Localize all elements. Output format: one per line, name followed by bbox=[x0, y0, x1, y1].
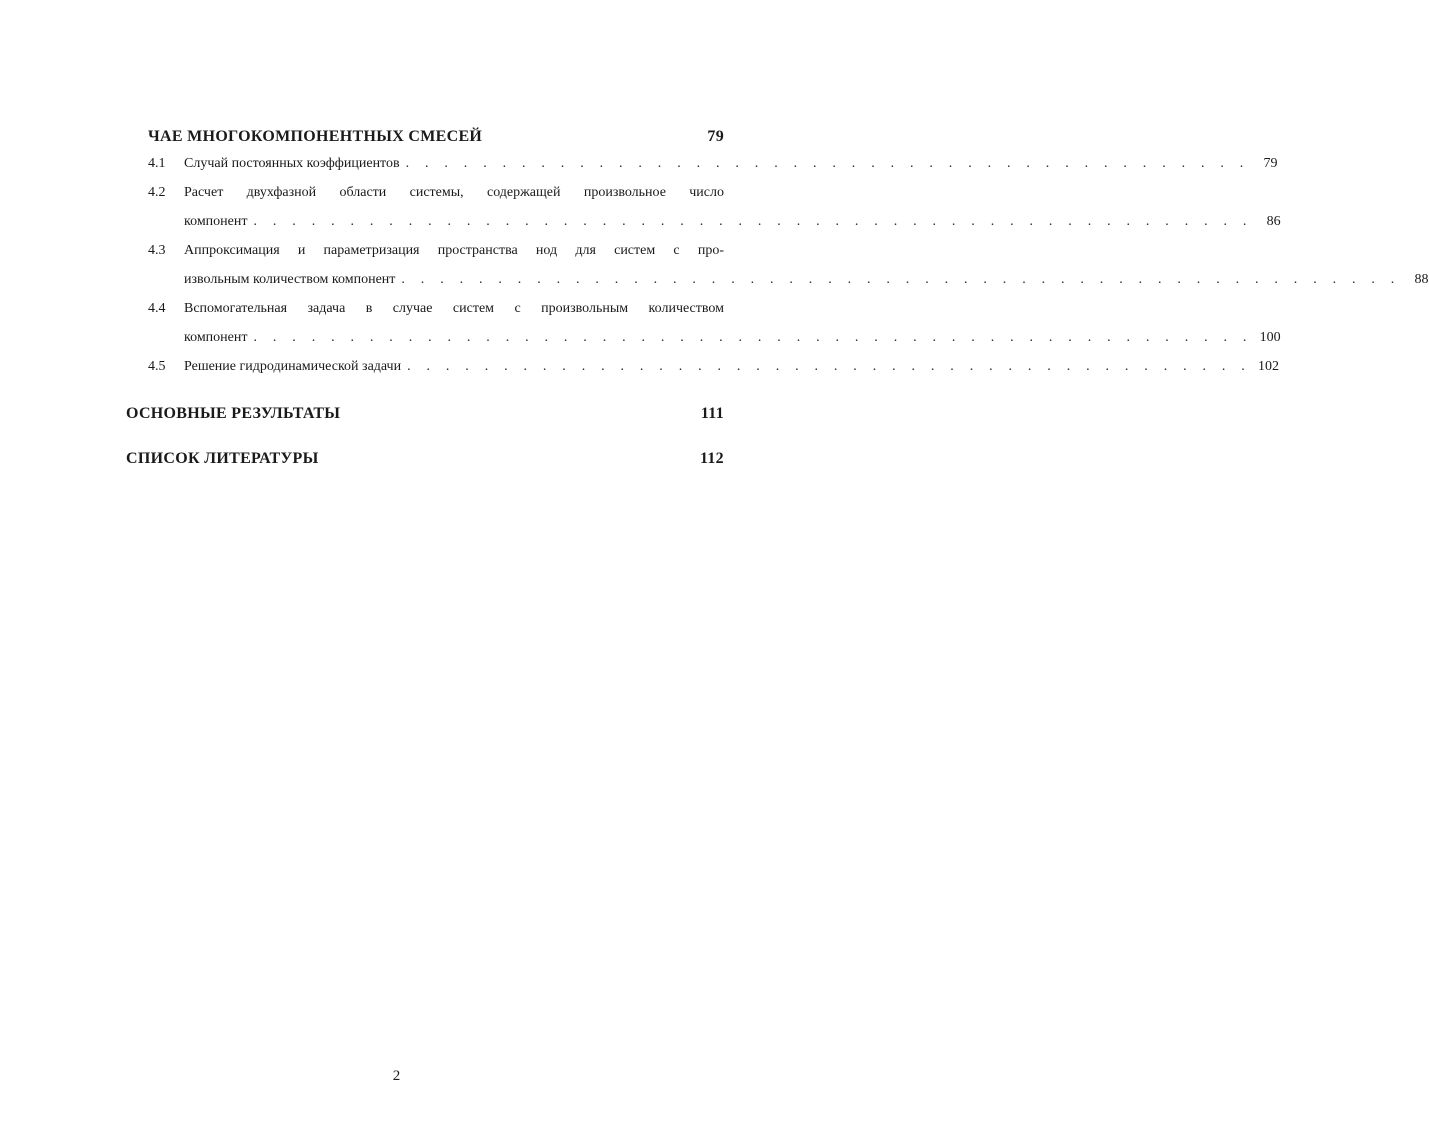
toc-chapter-continuation bbox=[148, 128, 724, 146]
page-number: 2 bbox=[392, 1068, 401, 1084]
toc-section-4-2 bbox=[148, 185, 1281, 243]
section-title-line-1: Расчет двухфазной области системы, содержащей произвольное число bbox=[184, 185, 724, 200]
section-number: 4.2 bbox=[148, 185, 166, 200]
section-page: 102 bbox=[1258, 359, 1279, 374]
section-number: 4.1 bbox=[148, 156, 166, 171]
toc-section-4-4 bbox=[148, 301, 1281, 359]
section-title-line-1: Аппроксимация и параметризация пространства нод для систем с про- bbox=[184, 243, 724, 258]
section-number: 4.4 bbox=[148, 301, 166, 316]
toc-section-4-5 bbox=[148, 359, 1279, 388]
section-title-line-2: извольным количеством компонент bbox=[184, 272, 396, 287]
section-title: Решение гидродинамической задачи bbox=[184, 359, 402, 374]
section-number: 4.5 bbox=[148, 359, 166, 374]
leader-dots: . . . . . . . . . . . . . . . . . . . . . . . . . . . . . . . . . . . . . . . . . . . . bbox=[405, 156, 1250, 171]
toc-entry-main-results bbox=[126, 405, 724, 423]
entry-page: 111 bbox=[700, 405, 724, 422]
chapter-page: 79 bbox=[707, 128, 724, 145]
chapter-title-continuation: ЧАЕ МНОГОКОМПОНЕНТНЫХ СМЕСЕЙ bbox=[148, 128, 483, 145]
leader-dots: . . . . . . . . . . . . . . . . . . . . . . . . . . . . . . . . . . . . . . . . . . . . . . . . . . . . bbox=[253, 214, 1253, 229]
leader-dots: . . . . . . . . . . . . . . . . . . . . . . . . . . . . . . . . . . . . . . . . . . . . bbox=[407, 359, 1251, 374]
toc-section-4-1 bbox=[148, 156, 1278, 185]
section-title-line-1: Вспомогательная задача в случае систем с произвольным количеством bbox=[184, 301, 724, 316]
section-page: 88 bbox=[1414, 272, 1429, 287]
entry-title: СПИСОК ЛИТЕРАТУРЫ bbox=[126, 450, 319, 467]
section-title-line-2: компонент bbox=[184, 330, 248, 345]
section-page: 79 bbox=[1263, 156, 1278, 171]
toc-entry-references bbox=[126, 450, 724, 468]
toc-section-4-3 bbox=[148, 243, 1429, 301]
leader-dots: . . . . . . . . . . . . . . . . . . . . . . . . . . . . . . . . . . . . . . . . . . . . . . . . . . . . bbox=[253, 330, 1253, 345]
section-title-line-2: компонент bbox=[184, 214, 248, 229]
entry-page: 112 bbox=[699, 450, 724, 467]
section-number: 4.3 bbox=[148, 243, 166, 258]
section-page: 86 bbox=[1266, 214, 1281, 229]
section-page: 100 bbox=[1259, 330, 1281, 345]
entry-title: ОСНОВНЫЕ РЕЗУЛЬТАТЫ bbox=[126, 405, 341, 422]
leader-dots: . . . . . . . . . . . . . . . . . . . . . . . . . . . . . . . . . . . . . . . . . . . . . . . . . . . . bbox=[401, 272, 1401, 287]
section-title: Случай постоянных коэффициентов bbox=[184, 156, 400, 171]
